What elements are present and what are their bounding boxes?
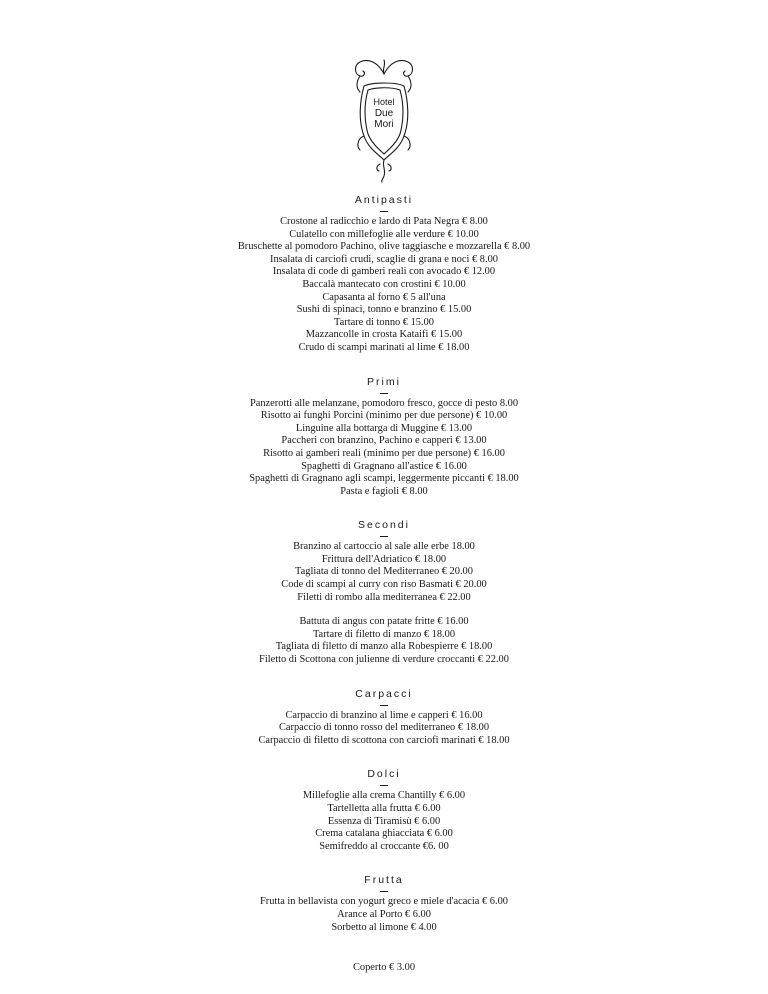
section-title: Dolci [367, 768, 401, 781]
menu-item: Filetti di rombo alla mediterranea € 22.00 [297, 591, 471, 603]
logo-line-mori: Mori [374, 119, 394, 130]
menu-item: Paccheri con branzino, Pachino e capperi € 13.00 [281, 435, 487, 447]
menu-item: Mazzancolle in crosta Kataifi € 15.00 [305, 329, 463, 341]
menu-item: Linguine alla bottarga di Muggine € 13.00 [295, 422, 473, 434]
section-title: Frutta [364, 874, 404, 887]
menu-content [0, 193, 768, 974]
title-divider [380, 785, 388, 786]
logo-line-hotel: Hotel [373, 97, 395, 107]
menu-item: Crostone al radicchio e lardo di Pata Negra € 8.00 [280, 216, 488, 227]
menu-item: Tartare di tonno € 15.00 [334, 316, 434, 328]
menu-item: Bruschette al pomodoro Pachino, olive taggiasche e mozzarella € 8.00 [237, 241, 531, 253]
section-title: Primi [367, 375, 401, 388]
title-divider [380, 891, 388, 892]
menu-item: Baccalà mantecato con crostini € 10.00 [302, 278, 466, 290]
menu-item: Insalata di code di gamberi reali con avocado € 12.00 [272, 266, 496, 278]
menu-item: Tagliata di tonno del Mediterraneo € 20.00 [295, 566, 473, 578]
section-title: Carpacci [355, 687, 413, 700]
section-frutta [0, 873, 768, 934]
menu-item: Tartare di filetto di manzo € 18.00 [312, 628, 456, 640]
menu-item: Carpaccio di branzino al lime e capperi € 16.00 [285, 709, 483, 721]
section-carpacci [0, 687, 768, 748]
title-divider [380, 211, 388, 212]
menu-item: Tartelletta alla frutta € 6.00 [327, 803, 441, 814]
menu-item: Frutta in bellavista con yogurt greco e miele d'acacia € 6.00 [260, 896, 508, 908]
menu-item: Crudo di scampi marinati al lime € 18.00 [298, 341, 470, 353]
section-primi [0, 375, 768, 499]
logo-text [352, 97, 416, 130]
cover-charge: Coperto € 3.00 [352, 962, 416, 974]
menu-item: Insalata di carciofi crudi, scaglie di grana e noci € 8.00 [270, 253, 498, 265]
menu-item: Carpaccio di tonno rosso del mediterraneo € 18.00 [278, 722, 490, 734]
menu-item: Panzerotti alle melanzane, pomodoro fresco, gocce di pesto 8.00 [249, 397, 519, 409]
menu-item: Code di scampi al curry con riso Basmati € 20.00 [281, 579, 487, 591]
section-secondi [0, 518, 768, 666]
menu-item: Spaghetti di Gragnano agli scampi, leggermente piccanti € 18.00 [249, 473, 519, 485]
logo-line-due: Due [374, 108, 394, 119]
menu-item: Millefoglie alla crema Chantilly € 6.00 [302, 790, 466, 802]
menu-item: Sorbetto al limone € 4.00 [331, 921, 437, 933]
menu-item: Essenza di Tiramisù € 6.00 [327, 815, 441, 827]
menu-item: Frittura dell'Adriatico € 18.00 [321, 553, 447, 565]
menu-item: Pasta e fagioli € 8.00 [340, 485, 428, 497]
menu-item: Filetto di Scottona con julienne di verdure croccanti € 22.00 [259, 654, 509, 666]
title-divider [380, 393, 388, 394]
menu-item: Spaghetti di Gragnano all'astice € 16.00 [301, 460, 467, 472]
menu-item: Tagliata di filetto di manzo alla Robespierre € 18.00 [275, 641, 493, 653]
menu-item: Risotto ai gamberi reali (minimo per due persone) € 16.00 [263, 447, 505, 459]
menu-item: Capasanta al forno € 5 all'una [322, 291, 446, 303]
title-divider [380, 536, 388, 537]
title-divider [380, 705, 388, 706]
menu-item: Semifreddo al croccante €6. 00 [319, 840, 449, 852]
menu-item: Branzino al cartoccio al sale alle erbe 18.00 [293, 541, 475, 553]
menu-item: Sushi di spinaci, tonno e branzino € 15.00 [296, 304, 472, 316]
section-title: Secondi [358, 519, 410, 532]
menu-item: Arance al Porto € 6.00 [337, 908, 431, 920]
menu-item: Crema catalana ghiacciata € 6.00 [315, 828, 453, 840]
menu-item: Battuta di angus con patate fritte € 16.00 [299, 616, 469, 628]
menu-item: Culatello con millefoglie alle verdure € 10.00 [289, 228, 479, 240]
section-title: Antipasti [354, 194, 414, 206]
menu-item: Risotto ai funghi Porcini (minimo per due persone) € 10.00 [260, 410, 508, 422]
section-dolci [0, 767, 768, 853]
menu-item: Carpaccio di filetto di scottona con carciofi marinati € 18.00 [258, 734, 510, 746]
section-antipasti [0, 193, 768, 355]
subgroup-spacer [0, 604, 768, 616]
